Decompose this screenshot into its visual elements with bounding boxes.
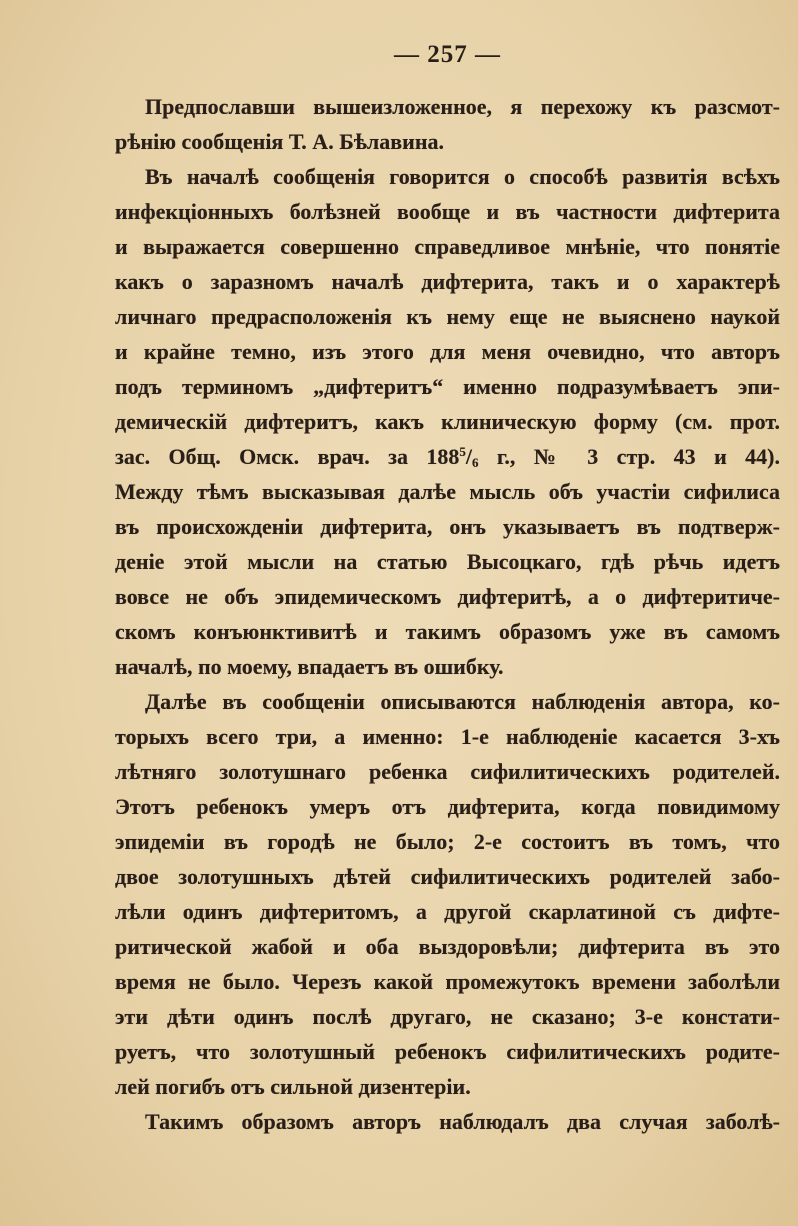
text-line: время не было. Черезъ какой промежутокъ времени заболѣли <box>115 969 780 994</box>
text-line: и выражается совершенно справедливое мнѣніе, что понятіе <box>115 234 780 259</box>
paragraph-1 <box>115 89 780 159</box>
text-line: Предпославши вышеизложенное, я перехожу къ разсмот- <box>145 94 780 119</box>
text-line: и крайне темно, изъ этого для меня очевидно, что авторъ <box>115 339 780 364</box>
text-line-with-fraction <box>115 439 780 474</box>
fraction-slash: / <box>465 444 472 469</box>
text-line: лей погибъ отъ сильной дизентеріи. <box>115 1074 471 1099</box>
text-line: инфекціонныхъ болѣзней вообще и въ частности дифтерита <box>115 199 780 224</box>
text-line: скомъ конъюнктивитѣ и такимъ образомъ уже въ самомъ <box>115 619 780 644</box>
body-text <box>115 89 780 1139</box>
text-line: Этотъ ребенокъ умеръ отъ дифтерита, когда повидимому <box>115 794 780 819</box>
fraction-line-after: г., № 3 стр. 43 и 44). <box>478 444 780 469</box>
page-number: — 257 — <box>394 41 501 68</box>
paragraph-4 <box>115 1104 780 1139</box>
text-line: началѣ, по моему, впадаетъ въ ошибку. <box>115 654 504 679</box>
text-line: ритической жабой и оба выздоровѣли; дифтерита въ это <box>115 934 780 959</box>
fraction-numerator: 5 <box>459 444 466 459</box>
text-line: подъ терминомъ „дифтеритъ“ именно подразумѣваетъ эпи- <box>115 374 780 399</box>
text-line: лѣтняго золотушнаго ребенка сифилитическихъ родителей. <box>115 759 780 784</box>
text-line: руетъ, что золотушный ребенокъ сифилитическихъ родите- <box>115 1039 780 1064</box>
text-line: какъ о заразномъ началѣ дифтерита, такъ и о характерѣ <box>115 269 780 294</box>
text-line: эпидеміи въ городѣ не было; 2-е состоитъ въ томъ, что <box>115 829 780 854</box>
fraction-denominator: 6 <box>472 455 479 470</box>
text-line: торыхъ всего три, а именно: 1-е наблюденіе касается 3-хъ <box>115 724 780 749</box>
text-line: эти дѣти одинъ послѣ другаго, не сказано; 3-е констати- <box>115 1004 780 1029</box>
paragraph-3 <box>115 684 780 1104</box>
text-line: Въ началѣ сообщенія говорится о способѣ развитія всѣхъ <box>145 164 780 189</box>
text-line: вовсе не объ эпидемическомъ дифтеритѣ, а о дифтеритиче- <box>115 584 780 609</box>
fraction-line-before: зас. Общ. Омск. врач. за 188 <box>115 444 460 469</box>
text-line: Такимъ образомъ авторъ наблюдалъ два случая заболѣ- <box>145 1109 780 1134</box>
text-line: демическій дифтеритъ, какъ клиническую форму (см. прот. <box>115 409 780 434</box>
paragraph-2 <box>115 159 780 684</box>
text-line: Между тѣмъ высказывая далѣе мысль объ участіи сифилиса <box>115 479 780 504</box>
text-line: Далѣе въ сообщеніи описываются наблюденія автора, ко- <box>145 689 780 714</box>
text-line: двое золотушныхъ дѣтей сифилитическихъ родителей забо- <box>115 864 780 889</box>
text-line: деніе этой мысли на статью Высоцкаго, гдѣ рѣчь идетъ <box>115 549 780 574</box>
text-line: личнаго предрасположенія къ нему еще не выяснено наукой <box>115 304 780 329</box>
text-line: въ происхожденіи дифтерита, онъ указываетъ въ подтверж- <box>115 514 780 539</box>
text-line: рѣнію сообщенія Т. А. Бѣлавина. <box>115 129 445 154</box>
text-line: лѣли одинъ дифтеритомъ, а другой скарлатиной съ дифте- <box>115 899 780 924</box>
